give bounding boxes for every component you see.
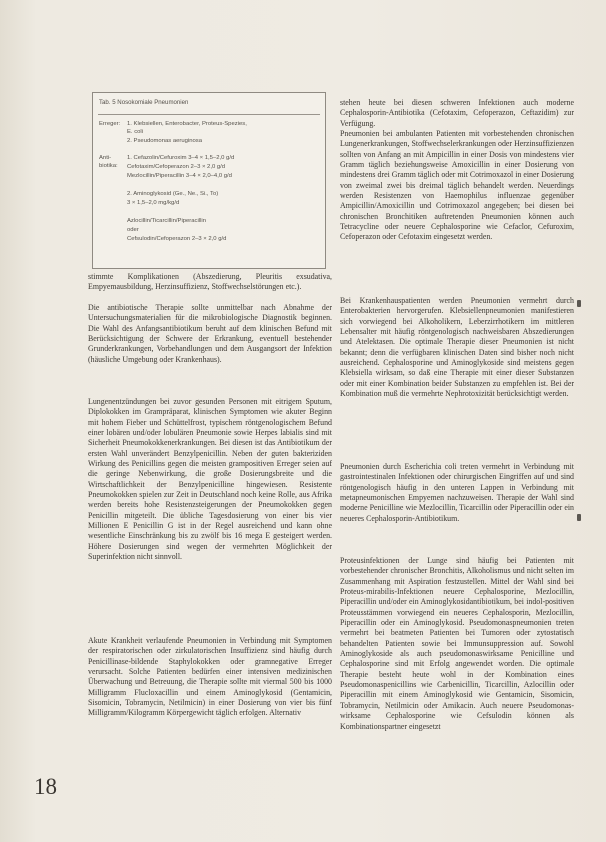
antibiotika-label: Anti- — [99, 155, 112, 161]
paragraph: Bei Krankenhauspatienten werden Pneumonien vermehrt durch Enterobakterien hervorgerufen. Klebsiellenpneumonien manifestieren sich vorwiegend bei Alkoholikern, Leberzirrhotikern im mittleren Lebensalter mit häufig röntgenologisch nachweisbaren Abszedierungen und Atelektasen. Die optimale Therapie dieser Pneumonien ist nicht bekannt; denn die verfügbaren klinischen Daten sind bisher noch nicht ausreichend. Cephalosporine und Aminoglykoside sind meistens gegen Klebsiella wirksam, so daß eine Therapie mit einer dieser Substanzen oder mit einer Kombination beider Substanzen zu empfehlen ist. Bei der Kombination muß die vermehrte Nephrotoxizität berücksichtigt werden. — [340, 296, 574, 399]
nosocomial-pneumonia-table — [92, 92, 326, 269]
table-title: Tab. 5 Nosokomiale Pneumonien — [99, 99, 189, 106]
table-rule — [98, 114, 320, 115]
therapy-line: oder — [127, 227, 139, 233]
paragraph: Pneumonien bei ambulanten Patienten mit vorbestehenden chronischen Lungenerkrankungen, Stoffwechselerkrankungen oder Herzinsuffizienzen sollten von Anfang an mit Ampicillin in einer Dosis von mindestens vier Gramm täglich beziehungsweise Amoxicillin in einer Dosierung von mindestens drei Gramm täglich oder mit Cotrimoxazol in einer Dosierung von zweimal zwei bis dreimal täglich behandelt werden. Neuerdings werden Resistenzen von Haemophilus influenzae gegenüber Ampicillin/Amoxicillin und Cotrimoxazol angegeben; bei diesen bei chronischen Bronchitiken auftretenden Pneumonien können auch Tetracycline oder neuere Cephalosporine wie Cefaclor, Cefuroxim, Cefoperazon oder Cefotaxim eingesetzt werden. — [340, 129, 574, 242]
paragraph: Pneumonien durch Escherichia coli treten vermehrt in Verbindung mit gastrointestinalen Infektionen oder chirurgischen Eingriffen auf und sind röntgenologisch häufig in den unteren Lappen in Verbindung mit metapneumonischen Empyemen nachzuweisen. Therapie der Wahl sind moderne Penicilline wie Mezlocillin, Ticarcillin oder Piperacillin oder ein neueres Cephalosporin-Antibiotikum. — [340, 462, 574, 523]
therapy-line: Mezlocillin/Piperacillin 3–4 × 2,0–4,0 g/d — [127, 173, 232, 179]
page-number: 18 — [34, 774, 57, 799]
antibiotika-label: biotika: — [99, 163, 118, 169]
erreger-line: 1. Klebsiellen, Enterobacter, Proteus-Spezies, — [127, 121, 247, 127]
erreger-label: Erreger: — [99, 121, 121, 127]
erreger-line: E. coli — [127, 129, 144, 135]
therapy-line: Azlocillin/Ticarcillin/Piperacillin — [127, 218, 206, 224]
paragraph: Lungenentzündungen bei zuvor gesunden Personen mit eitrigem Sputum, Diplokokken im Grampräparat, klinischen Symptomen wie akuter Beginn mit hohem Fieber und Schüttelfrost, typischem röntgenologischem Befund einer lobären und/oder lobulären Pneumonie sowie Herpes labialis sind mit Sicherheit Pneumokokkenerkrankungen. Bei diesen ist das Antibiotikum der ersten Wahl unverändert Benzylpenicillin. Neben der guten bakteriziden Wirkung des Penicillins gegen die meisten grampositiven Erreger seien auf die geringe Nebenwirkung, die große Dosierungsbreite und die Wirtschaftlichkeit der Benzylpenicilline hingewiesen. Resistente Pneumokokken spielen zur Zeit in Deutschland noch keine Rolle, aus Afrika werden bereits hohe Resistenzsteigerungen der Pneumokokken gegen Penicillin mitgeteilt. Die übliche Tagesdosierung von einer bis vier Millionen E Penicillin G ist in der Regel ausreichend und kann ohne wesentliche Einschränkung bis zu zwölf bis 16 mega E gesteigert werden. Höhere Dosierungen sind wegen der vermehrten Möglichkeit der Superinfektion nicht sinnvoll. — [88, 397, 332, 562]
paragraph: Akute Krankheit verlaufende Pneumonien in Verbindung mit Symptomen der respiratorischen oder zirkulatorischen Insuffizienz sind häufig durch Penicillinase-bildende Staphylokokken oder gramnegative Erreger verursacht. Solche Patienten bedürfen einer intensiven medizinischen Überwachung und Betreuung, die Therapie sollte mit viermal 500 bis 1000 Milligramm Flucloxacillin und einem Aminoglykosid (Gentamicin, Sisomicin, Tobramycin, Netilmicin) in einer Dosierung von vier bis fünf Milligramm/Kilogramm Körpergewicht täglich erfolgen. Alternativ — [88, 636, 332, 718]
paragraph: Die antibiotische Therapie sollte unmittelbar nach Abnahme der Untersuchungsmaterialien für die mikrobiologische Diagnostik beginnen. Die Wahl des Anfangsantibiotikum beruht auf dem klinischen Befund mit Berücksichtigung der Schwere der Erkrankung, eventuell bestehender Grunderkrankungen, Vorbehandlungen und dem Ausgangsort der Infektion (häusliche Umgebung oder Krankenhaus). — [88, 303, 332, 364]
paragraph: Proteusinfektionen der Lunge sind häufig bei Patienten mit vorbestehender chronischer Bronchitis, Alkoholismus und nicht selten im Zusammenhang mit Aspiration festzustellen. Mittel der Wahl sind bei Proteus-mirabilis-Infektionen neuere Cephalosporine, Mezlocillin, Piperacillin und/oder ein Aminoglykosidantibiotikum, bei indol-positiven Proteusstämmen vorwiegend ein neueres Cephalosporin, Mezlocillin, Piperacillin oder ein Aminoglykosid. Pseudomonaspneumonien treten vermehrt bei beatmeten Patienten bei Tumoren oder zytostatisch behandelten Patienten sowie bei Immunsuppression auf. Sowohl Aminoglykoside als auch pseudomonaswirksame Penicilline und Cephalosporine sind mit Erfolg angewendet worden. Die optimale Therapie besteht heute wohl in der Kombination eines Pseudomonaspenicillins wie Carbenicillin, Ticarcillin, Azlocillin oder Piperacillin mit einem Aminoglykosid wie Gentamicin, Sisomicin, Tobramycin, Netilmicin oder Amikacin. Auch neuere Pseudomonas-wirksame Cephalosporine wie Cefsulodin können als Kombinationspartner eingesetzt — [340, 556, 574, 731]
margin-marker — [577, 300, 581, 307]
therapy-line: 2. Aminoglykosid (Ge., Ne., Si., To) — [127, 191, 219, 197]
paragraph: stimmte Komplikationen (Abszedierung, Pleuritis exsudativa, Empyemausbildung, Herzinsuffizienz, Stoffwechselstörungen etc.). — [88, 272, 332, 292]
margin-marker — [577, 514, 581, 521]
paragraph: stehen heute bei diesen schweren Infektionen auch moderne Cephalosporin-Antibiotika (Cefotaxim, Cefoperazon, Ceftazidim) zur Verfügung. — [340, 98, 574, 128]
therapy-line: Cefotaxim/Cefoperazon 2–3 × 2,0 g/d — [127, 164, 226, 170]
therapy-line: Cefsulodin/Cefoperazon 2–3 × 2,0 g/d — [127, 236, 227, 242]
therapy-line: 1. Cefazolin/Cefuroxim 3–4 × 1,5–2,0 g/d — [127, 155, 235, 161]
therapy-line: 3 × 1,5–2,0 mg/kg/d — [127, 200, 180, 206]
erreger-line: 2. Pseudomonas aeruginosa — [127, 138, 202, 144]
